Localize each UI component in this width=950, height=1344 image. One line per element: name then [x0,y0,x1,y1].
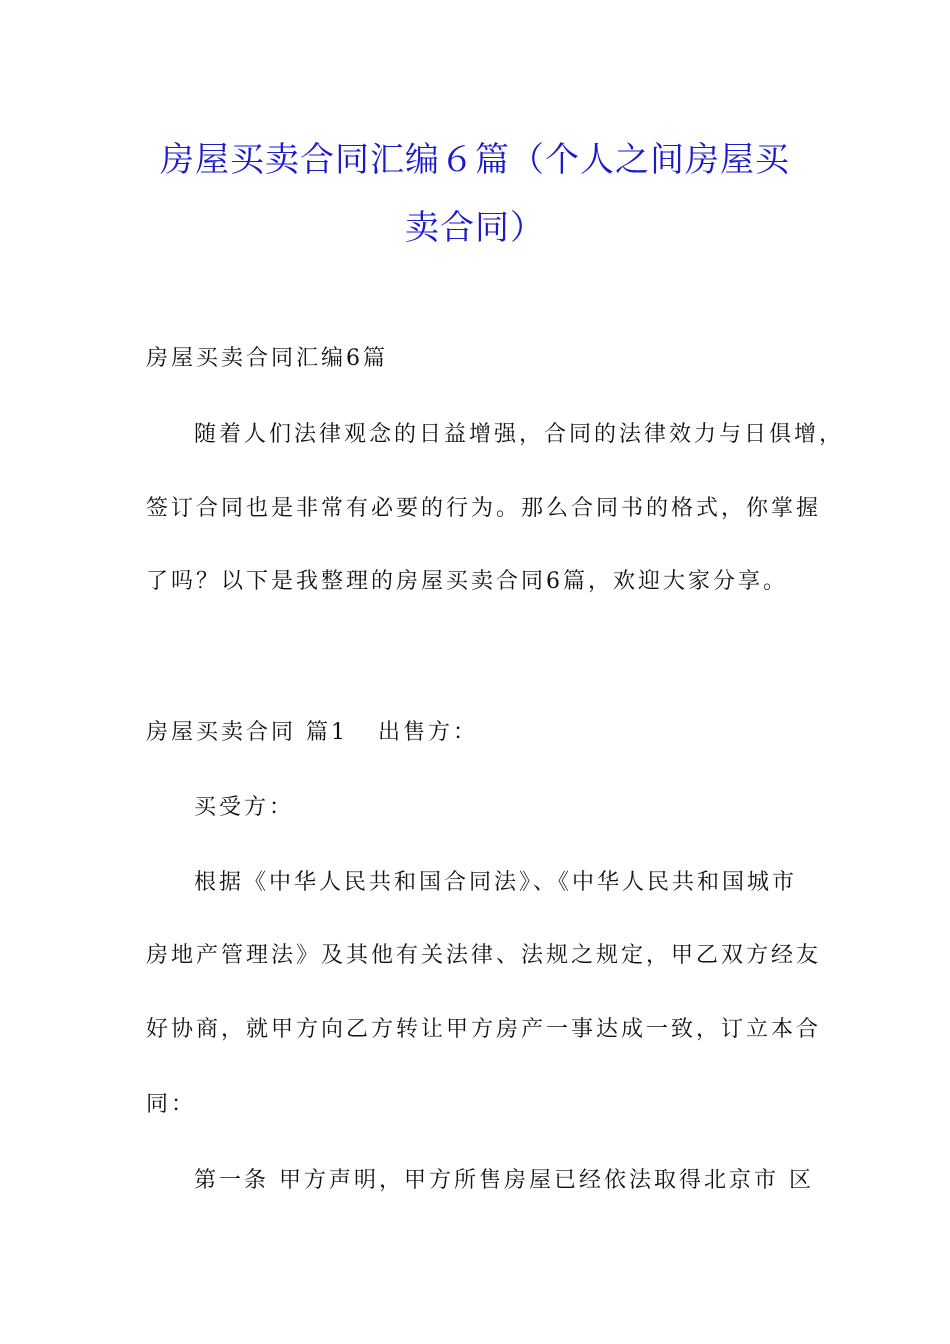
body-line-3: 好协商，就甲方向乙方转让甲方房产一事达成一致，订立本合 [146,1017,822,1042]
seller-label: 出售方： [378,720,479,745]
article-one-line: 第一条 甲方声明，甲方所售房屋已经依法取得北京市 区 [194,1168,814,1193]
document-title-line-2: 卖合同） [405,208,545,248]
section-heading [146,718,478,748]
subtitle: 房屋买卖合同汇编6篇 [146,346,388,371]
document-title-line-1: 房屋买卖合同汇编６篇（个人之间房屋买 [160,140,790,180]
body-line-4: 同： [146,1092,197,1117]
intro-paragraph-line-2: 签订合同也是非常有必要的行为。那么合同书的格式，你掌握 [146,496,822,521]
intro-paragraph-line-1: 随着人们法律观念的日益增强，合同的法律效力与日俱增， [194,422,845,447]
body-line-1: 根据《中华人民共和国合同法》、《中华人民共和国城市 [194,870,798,895]
intro-paragraph-line-3: 了吗？以下是我整理的房屋买卖合同6篇，欢迎大家分享。 [146,569,788,594]
section-label: 房屋买卖合同 篇1 [146,720,348,745]
body-line-2: 房地产管理法》及其他有关法律、法规之规定，甲乙双方经友 [146,943,822,968]
buyer-label: 买受方： [194,795,295,820]
